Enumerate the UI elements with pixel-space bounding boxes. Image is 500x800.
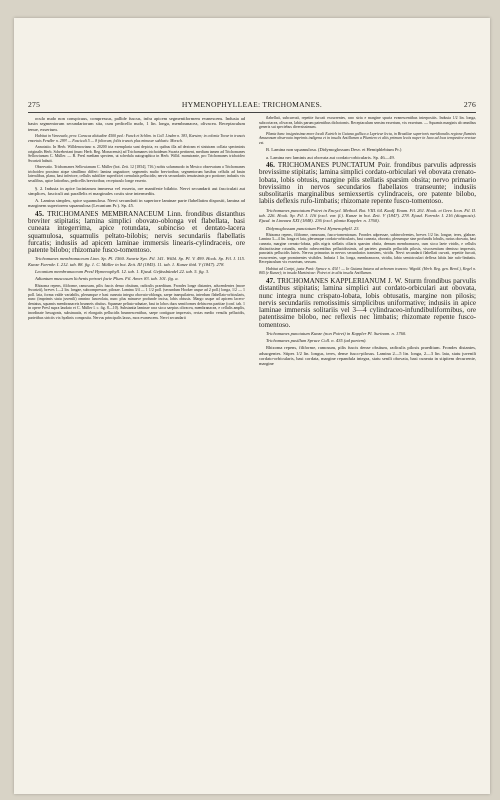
species-diagnosis: TRICHOMANES MEMBRANACEUM Linn. frondibus distanthus breviter stipitatis; lamina simplici obovato-oblonga vel flabellata, basi cuneata integerrima, apice rotundata, subinciso et dentato-lacera squamulosa, squamulis peltato-bilobis; nervis secundariis flabellatis furcatis; indusiis ad apicem laminae immersis linearis-cylindraceis, ore patente bilobo; rhizomate fusco-tomentoso. bbox=[28, 209, 245, 255]
right-column bbox=[259, 116, 476, 369]
habitat-paragraph: Habitat ad Caripi, juxta Parà: Spruce n. 434 ! — In Guiana batava ad arborum truncos: Wigold. (Herb. Reg. gen. Berol.), Kegel n. 805 (e Kunze); in insula Martinicae: Poiret et in aliis insulis Antillarum. bbox=[259, 266, 476, 276]
species-heading bbox=[259, 162, 476, 206]
species-diagnosis: TRICHOMANES KAPPLERIANUM J. W. Sturm frondibus parvulis distantibus stipitatis; lamina simplici aut cordato-orbiculari aut obovata, nunc integra nunc crispato-lobata, lobis obtusatis, margine non pilosis; nervis secundariis remotissimis simplicibus uniformative; indusiis in apice laminae immersis solitariis vel 3—4 cylindraceo-infundibuliformibus, ore patentissime bilobo, nec reflexis nec limbatis; rhizomate repente fusco-tomentoso. bbox=[259, 276, 476, 329]
running-header bbox=[28, 100, 476, 112]
note-paragraph: Rhizoma repens, filiforme, ramosum, fusco-tomentosum. Frondes adpressae, subinvolventes, breves 1/2 lin. longae, teres, glabrae. Lamina 3—4 lin. longa et lata, plerumque cordato-orbicularis, basi cuneata, obovato, plerumque sine profundis lobulis, rarius obovata, basi cuneata, margine crenato-lobata, pilis nigris stellatis ciliaris sparsim obsita, demum membranacea, cum sicca laete viridis, e cellulis distinctissime rotundis, medio rubescentibus pellucidissimis, ad parietes granulis pellucidis pilosis, viscosentium demisso impressis, punctatis pellucidis luteis. Nervus primarius in nervos secundarios transiens, viridis. Nervi secundarii flabellati curvati, repetite furcati, excurrentes, sape prominentes visibiles. Indusia 1 lin. longa, membranacea, viridia, labio semicirculari deflexa labiis late rufo-limbatis. Receptaculum vix exsertum, sessum. bbox=[259, 232, 476, 265]
note-paragraph: flabellati, subcurvati, repetite furcati excurrentes, raro stria e margine spuria evanescentibus interpositis. Indusia 1/2 lin. longa, subcoriacea, olivacea, labiis parum patentibus dichotomis. Receptaculum sensim exsertum, vix exsertum. — Squamis marginis ab omnibus generis sui speciebus diversissimum. bbox=[259, 116, 476, 130]
synonym-line: Adiantum muscosum lichenis petraei facie Plum. Fil. Amer. 83. tab. 101. fig. a. bbox=[35, 276, 179, 282]
habitat-paragraph: Habitat in Venezuela, prov. Caracas altitudine 4500 ped.: Funck et Schlim. in Coll. Linden n. 383, Karsten; in colonia Tovar in truncis emortuis Fendler n. 299! — Fasciculi 5 — 8 foliorum, foliis truncis plus minusve sublaxis: Morsch. bbox=[28, 133, 245, 143]
synonym-line: Trichomanes pusillum Spruce Coll. n. 435 (ad partem). bbox=[266, 338, 367, 344]
header-rule bbox=[28, 112, 476, 113]
body-paragraph: a. Lamina nec laminis aut obovata aut cordato-orbicularis. Sp. 46—49. bbox=[266, 154, 395, 160]
body-paragraph: Rhizoma repens, filiforme, ramosum, pilis fuscis dense obsitum, radiculis pilosis praeditum. Frondes distantes, adsurgentes. Stipes 1/2 lin. longus, teres, dense fusco-pilosus. Lamina 2—5 lin. longa, 2—3 lin. lata, statu juvenili cordato-orbicularis, basi cordata, margine repandula integra, statu senili obovata, basi cuneata in stipitem decurrente, margine bbox=[259, 345, 476, 367]
species-number: 47. bbox=[266, 276, 277, 285]
left-column bbox=[28, 116, 245, 322]
note-paragraph: Observatio. Trichomanes Sellowianum C. Müller (bot. Zeit. 12 [1854], 716.) nobis solummodo in Mexico observatum a Trichomanes trichoideo proximo atque simillimo differt: lamina angustiore; segmentis multo brevioribus; segmentorum basibus cellulis ad basin lateralibus, plana, basi inferiore, cellulis subtiliter superficiei crenulatis pellucidis; nervis secundariis tenuissimis pro portione; indusiis vix sessilibus, apice latioribus, pedicellis brevioribus; receptaculo longe exserto. bbox=[28, 165, 245, 184]
synonym-line: Didymoglossum punctatum Presl Hymenophyll. 23. bbox=[266, 225, 360, 231]
body-paragraph: oculo nudo non conspicuus, compressus, pallide fuscus, infra apicem segmentiformem evanescens. Indusia ad basin segmentorum secundariorum sita, cum pedicello nudo, 1 lin. longa, membranacea, olivacea. Receptaculum tenue, exsertum. bbox=[28, 116, 245, 132]
page-number-right: 276 bbox=[463, 100, 476, 109]
species-diagnosis: TRICHOMANES PUNCTATUM Poir. frondibus parvulis adpressis brevissime stipitatis; lamina simplici cordato-orbiculari vel obovata crenato-lobata, lobis obtusis, margine pilis stellatis sparsim obsita; nervo primario brevissimo in nervos secundarios flabellatos transeunte; indusiis subsolitariis marginalibus semiexsertis cylindraceis, ore patente bilobo, labiis deflexis rufo-limbatis; rhizomate repente fusco-tomentoso. bbox=[259, 160, 476, 206]
species-heading bbox=[28, 211, 245, 255]
species-number: 45. bbox=[35, 209, 48, 218]
book-page bbox=[14, 18, 490, 794]
synonym-line: Trichomanes punctatum Kunze (non Poiret) in Kappler Pl. Surinam. n. 1760. bbox=[266, 330, 407, 336]
synonym-line: Trichomanes punctatum Poiret in Encycl. Method. Bot. VIII. 64. Kaulf. Enum. Fil. 261. Hook. et Grev. Icon. Fil. II. tab. 226. Hook. Sp. Fil. I. 116 (excl. var. β.). Kunze in bot. Zeit. V (1847). 278. Ejusd. Farrnkr. I. 216 (diagnosis). Ejusd. in Linnaea XXI (1848). 236 (excl. planta Kappler. n. 1760). bbox=[259, 207, 476, 224]
habitat-paragraph: Planta hanc insignissima more locali Eutrich in Guiana gallica a Leprieur lecta, in Brasiliae superioris meridionalis regione fluminis Amazonum observata imprimis indigena et in insulis Antillarum a Plumiero et aliis primum lectis nuper in Java ad loca tempestive erectae est. bbox=[259, 131, 476, 145]
note-paragraph: Rhizoma repens, filiforme, ramosum, pilis fuscis denso obsitum, radiculis praeditum. Frondes longe distantes, adscendentes (more Swartzii), breves 1—2 lin. longae, subcompressae, pilosae. Lamina 3/4 — 1 1/2 poll. (secundum Hooker usque ad 2 poll.) longa, 1/2 — 1 poll. lata, forma valde variabilis, plerumque e basi cuneata integra obovato-oblonga, saepe inaequilatera, interdum flabellato-orbicularis, nunc (imprimis statu juvenili) omnino lanceolata, nunc plus minusve profunde incisa, lobis obtusis. Margo usque ad apicem lacero-dentatus, squamis membranaceis brunneis obsitus. Squamae peltato-adnatae, basi in lobos duos semiformes dehiscens partitae (conf. tab. 1 in opere Presl supra laudato et C. Müller l. c. fig. 8—10). Substantia laminae rara sicca saepius olivacea, membranacea, e cellulis amplis, inordinate hexagonis, subsinuatis, et elongatis pellucidis brunnescentibus, saepe contiguae impressis, rectas medio venulis pellucidis, parietibus strictis vix hyalinis composita. Nervus principalis laxus, mox evanescens. Nervi secundarii bbox=[28, 283, 245, 320]
species-heading bbox=[259, 278, 476, 329]
synonym-line: Lecanium membranaceum Presl Hymenophyll. 12. tab. 1. Ejusd. Gefässbündel 22. tab. 5. fig. 3. bbox=[35, 269, 210, 275]
page-number-left: 275 bbox=[28, 100, 41, 109]
body-paragraph: A. Lamina simplex, spice squamulosa. Nervi secundarii in superiore laminae parte flabellatim dispositi, lamina ad marginem superiorem squamulosa (Lecanium Pr.). Sp. 45. bbox=[28, 198, 245, 209]
species-number: 46. bbox=[266, 160, 278, 169]
body-paragraph: §. 2. Indusia in apice laciniarum immersa vel exserta, ore manifeste bilabio. Nervi secundarii aut fasciculati aut simplices, fasciculi aut parallelis et marginales costis sine intermediis. bbox=[28, 185, 245, 196]
running-title: HYMENOPHYLLEAE: TRICHOMANES. bbox=[181, 100, 323, 109]
synonym-line: Trichomanes membranaceum Linn. Sp. Pl. 1560. Swartz Syn. Fil. 141. Willd. Sp. Pl. V. 499. Hook. Sp. Fil. I. 115. Kunze Farrnkr. I. 212. tab. 88. fig. 1. C. Müller in bot. Zeit. III (1845). 11. tab. 1. Kunze ibid. V (1847). 278. bbox=[28, 256, 245, 267]
body-paragraph: B. Lamina non squamulosa. (Didymoglossum Desv. et Hemiphlebium Pr.) bbox=[266, 147, 402, 153]
note-paragraph: Annotatio. In Herb. Willdenowiano n. 20200 tria exemplaria sunt depicta, ex quibus illa ad dextram et sinistram collata speciminis originalis Herb. Schreberiani (nunc Herb. Reg. Monacensis) ad Trichomanes trichoideum Swartz pertinent, medium tamen ad Trichomanes Sellowianum C. Müller. — B. Presl mediam speciem, ut schedula autographica in Herb. Willd. monstrante, pro Trichomanes trichoideo Swartzii habuit. bbox=[28, 145, 245, 163]
